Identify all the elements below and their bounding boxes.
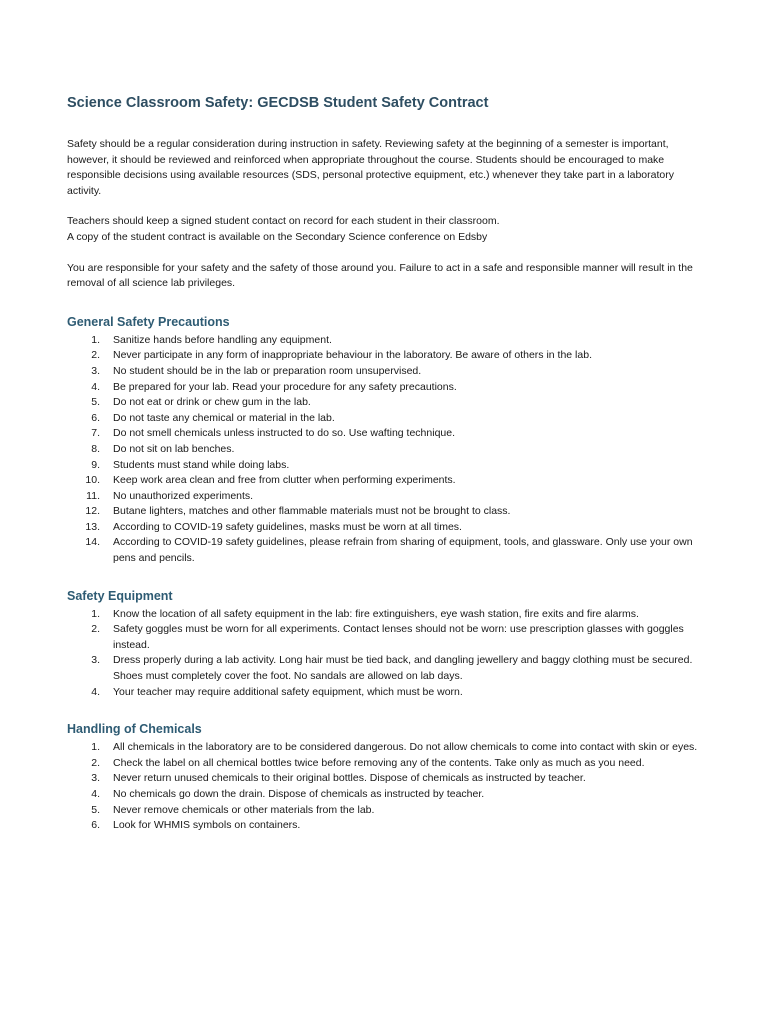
- list-item-number: 6.: [91, 819, 100, 832]
- list-item-text: Know the location of all safety equipment in the lab: fire extinguishers, eye wash station, fire exits and fire alarms.: [113, 607, 639, 620]
- list-item-text: Safety goggles must be worn for all experiments. Contact lenses should not be worn: use prescription glasses with goggles instead.: [113, 623, 684, 651]
- list-item-number: 1.: [91, 607, 100, 620]
- list-item: [67, 685, 707, 701]
- list-item-number: 11.: [86, 489, 100, 502]
- list-item-text: Do not sit on lab benches.: [113, 442, 235, 455]
- list-item-text: According to COVID-19 safety guidelines, masks must be worn at all times.: [113, 520, 462, 533]
- list-item-number: 4.: [91, 380, 100, 393]
- general-safety-list: [67, 333, 707, 567]
- list-item-number: 8.: [91, 442, 100, 455]
- teacher-note-paragraph: [67, 214, 707, 245]
- list-item-number: 5.: [91, 396, 100, 409]
- list-item-number: 5.: [91, 803, 100, 816]
- list-item-text: Keep work area clean and free from clutter when performing experiments.: [113, 474, 456, 487]
- list-item-text: No student should be in the lab or preparation room unsupervised.: [113, 364, 422, 377]
- document-page: [67, 93, 707, 834]
- list-item-number: 3.: [91, 772, 100, 785]
- list-item: [67, 333, 707, 349]
- list-item: [67, 473, 707, 489]
- list-item-text: Do not smell chemicals unless instructed to do so. Use wafting technique.: [113, 427, 456, 440]
- list-item-number: 2.: [91, 756, 100, 769]
- list-item: [67, 348, 707, 364]
- list-item-number: 13.: [85, 520, 100, 533]
- list-item-number: 2.: [91, 623, 100, 636]
- list-item-text: Never remove chemicals or other materials from the lab.: [113, 803, 375, 816]
- list-item-text: Be prepared for your lab. Read your procedure for any safety precautions.: [113, 380, 457, 393]
- list-item-text: According to COVID-19 safety guidelines, please refrain from sharing of equipment, tools, and glassware. Only use your own pens and pencils.: [113, 536, 693, 565]
- list-item: [67, 803, 707, 819]
- list-item-number: 7.: [91, 427, 100, 440]
- safety-equipment-list: [67, 607, 707, 701]
- list-item: [67, 458, 707, 474]
- list-item: [67, 787, 707, 803]
- list-item-number: 14.: [85, 536, 100, 549]
- list-item-text: Do not taste any chemical or material in the lab.: [113, 411, 335, 424]
- list-item: [67, 740, 707, 756]
- document-title: Science Classroom Safety: GECDSB Student Safety Contract: [67, 95, 489, 111]
- list-item-text: Never return unused chemicals to their original bottles. Dispose of chemicals as instructed by teacher.: [113, 772, 586, 785]
- list-item: [67, 818, 707, 834]
- list-item-text: No chemicals go down the drain. Dispose of chemicals as instructed by teacher.: [113, 788, 485, 800]
- list-item-number: 4.: [91, 788, 100, 800]
- list-item-number: 10.: [85, 474, 100, 487]
- list-item: [67, 380, 707, 396]
- list-item-text: Your teacher may require additional safety equipment, which must be worn.: [113, 685, 463, 698]
- list-item: [67, 607, 707, 623]
- list-item-text: Never participate in any form of inappropriate behaviour in the laboratory. Be aware of others in the lab.: [113, 349, 592, 362]
- list-item: [67, 489, 707, 505]
- list-item-number: 2.: [91, 349, 100, 362]
- list-item: [67, 364, 707, 380]
- list-item: [67, 535, 707, 566]
- list-item-text: Do not eat or drink or chew gum in the lab.: [113, 396, 311, 409]
- list-item-text: No unauthorized experiments.: [113, 489, 254, 502]
- list-item-number: 12.: [85, 505, 100, 518]
- list-item: [67, 426, 707, 442]
- section-title-safety-equipment: Safety Equipment: [67, 588, 173, 603]
- teacher-note-line: Teachers should keep a signed student contact on record for each student in their classroom.: [67, 215, 500, 228]
- list-item-number: 1.: [91, 741, 100, 754]
- list-item-text: Butane lighters, matches and other flammable materials must not be brought to class.: [113, 505, 511, 518]
- list-item-number: 9.: [91, 458, 100, 471]
- list-item: [67, 411, 707, 427]
- list-item: [67, 520, 707, 536]
- list-item-text: Look for WHMIS symbols on containers.: [113, 819, 301, 832]
- list-item: [67, 622, 707, 653]
- list-item: [67, 442, 707, 458]
- list-item-number: 4.: [91, 685, 100, 698]
- list-item-number: 3.: [91, 364, 100, 377]
- list-item-number: 1.: [91, 333, 100, 346]
- list-item-text: Students must stand while doing labs.: [113, 458, 290, 471]
- handling-chemicals-list: [67, 740, 707, 834]
- list-item: [67, 395, 707, 411]
- responsibility-paragraph: You are responsible for your safety and the safety of those around you. Failure to act in a safe and responsible manner will result in the removal of all science lab privileges.: [67, 261, 693, 290]
- list-item-number: 6.: [91, 411, 100, 424]
- list-item-text: Dress properly during a lab activity. Long hair must be tied back, and dangling jewellery and baggy clothing must be secured. Shoes must completely cover the foot. No sandals are allowed on lab days.: [113, 654, 693, 683]
- list-item: [67, 653, 707, 684]
- contract-availability-line: A copy of the student contract is available on the Secondary Science conference on Edsby: [67, 230, 488, 243]
- list-item-text: All chemicals in the laboratory are to be considered dangerous. Do not allow chemicals to come into contact with skin or eyes.: [113, 741, 698, 754]
- section-title-general-safety: General Safety Precautions: [67, 314, 230, 329]
- list-item-number: 3.: [91, 654, 100, 667]
- list-item: [67, 504, 707, 520]
- section-title-handling-chemicals: Handling of Chemicals: [67, 722, 202, 737]
- intro-paragraph: Safety should be a regular consideration during instruction in safety. Reviewing safety at the beginning of a semester is important, however, it should be reviewed and reinforced when appropriate throughout the course. Students should be encouraged to make responsible decisions using available resources (SDS, personal protective equipment, etc.) whenever they take part in a laboratory activity.: [67, 138, 674, 197]
- list-item-text: Sanitize hands before handling any equipment.: [113, 333, 332, 346]
- list-item-text: Check the label on all chemical bottles twice before removing any of the contents. Take only as much as you need.: [113, 756, 645, 769]
- list-item: [67, 756, 707, 772]
- list-item: [67, 771, 707, 787]
